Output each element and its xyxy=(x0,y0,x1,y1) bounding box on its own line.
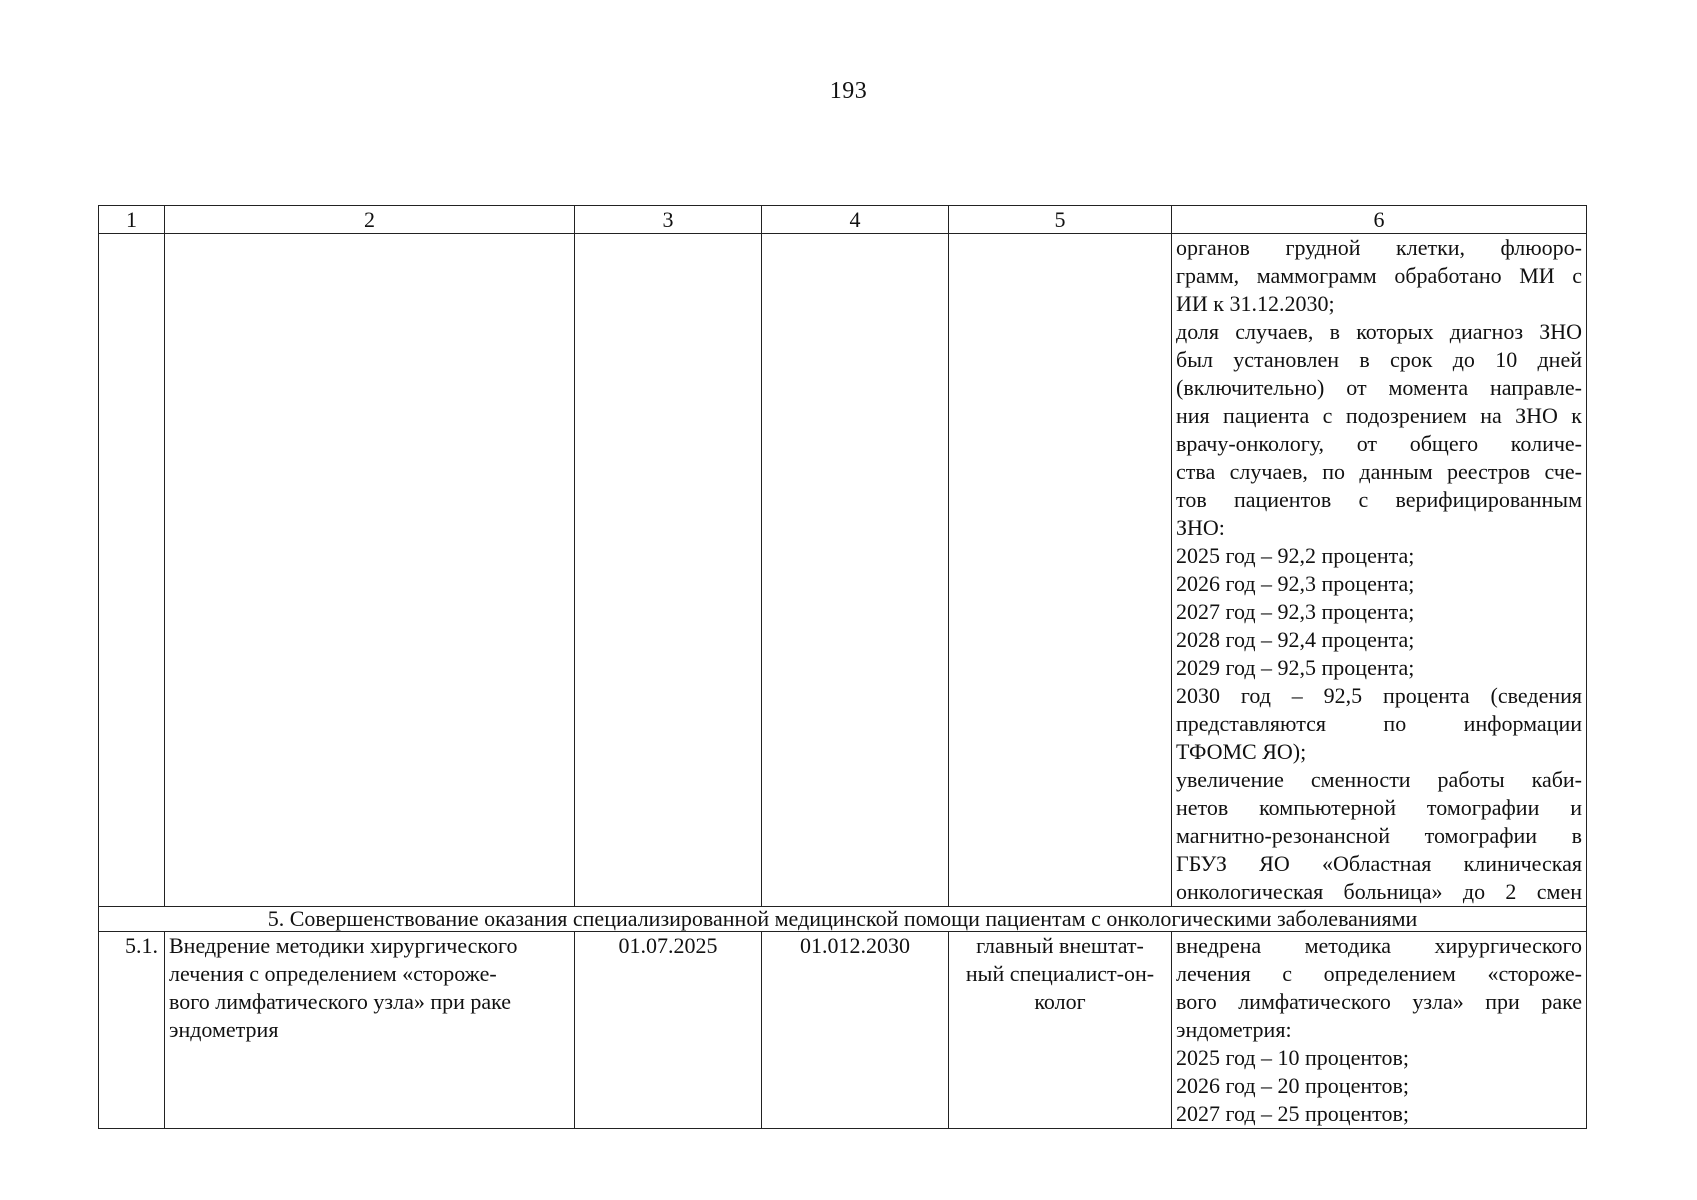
text-line: ЗНО: xyxy=(1176,515,1225,540)
text-line: ИИ к 31.12.2030; xyxy=(1176,291,1335,316)
section-heading-row xyxy=(99,907,1587,932)
cont-cell-1 xyxy=(99,234,165,907)
text-line: увеличение сменности работы каби- xyxy=(1176,767,1582,792)
text-line: 2029 год – 92,5 процента; xyxy=(1176,655,1415,680)
text-line: грамм, маммограмм обработано МИ с xyxy=(1176,263,1582,288)
row-number: 5.1. xyxy=(99,932,165,1129)
start-date: 01.07.2025 xyxy=(575,932,762,1129)
text-line: ный специалист-он- xyxy=(965,961,1155,986)
text-line: Внедрение методики хирургического xyxy=(169,933,518,958)
text-line: тов пациентов с верифицированным xyxy=(1176,487,1582,512)
activity-name xyxy=(165,932,575,1129)
text-line: лечения с определением «стороже- xyxy=(1176,961,1582,986)
column-number-6: 6 xyxy=(1172,206,1587,234)
text-line: был установлен в срок до 10 дней xyxy=(1176,347,1582,372)
text-line: главный внештат- xyxy=(976,933,1144,958)
column-number-5: 5 xyxy=(949,206,1172,234)
text-line: нетов компьютерной томографии и xyxy=(1176,795,1582,820)
column-number-4: 4 xyxy=(762,206,949,234)
text-line: 2028 год – 92,4 процента; xyxy=(1176,627,1415,652)
table-row-5-1 xyxy=(99,932,1587,1129)
text-line: (включительно) от момента направле- xyxy=(1176,375,1582,400)
text-line: магнитно-резонансной томографии в xyxy=(1176,823,1582,848)
text-line: ства случаев, по данным реестров сче- xyxy=(1176,459,1582,484)
cont-cell-4 xyxy=(762,234,949,907)
column-number-2: 2 xyxy=(165,206,575,234)
text-line: 2025 год – 10 процентов; xyxy=(1176,1045,1409,1070)
text-line: 2027 год – 92,3 процента; xyxy=(1176,599,1415,624)
text-line: эндометрия: xyxy=(1176,1017,1292,1042)
text-line: 2025 год – 92,2 процента; xyxy=(1176,543,1415,568)
table-header-row xyxy=(99,206,1587,234)
text-line: представляются по информации xyxy=(1176,711,1582,736)
cont-cell-2 xyxy=(165,234,575,907)
cont-cell-6-results xyxy=(1172,234,1587,907)
text-line: доля случаев, в которых диагноз ЗНО xyxy=(1176,319,1582,344)
text-line: лечения с определением «стороже- xyxy=(169,961,497,986)
text-line: врачу-онкологу, от общего количе- xyxy=(1176,431,1582,456)
cont-cell-5 xyxy=(949,234,1172,907)
text-line: 2027 год – 25 процентов; xyxy=(1176,1101,1409,1126)
responsible-person xyxy=(949,932,1172,1129)
text-line: внедрена методика хирургического xyxy=(1176,933,1582,958)
text-line: 2026 год – 20 процентов; xyxy=(1176,1073,1409,1098)
expected-result xyxy=(1172,932,1587,1129)
text-line: вого лимфатического узла» при раке xyxy=(169,989,512,1014)
section-title: 5. Совершенствование оказания специализированной медицинской помощи пациентам с онкологическими заболеваниями xyxy=(99,907,1587,932)
text-line: органов грудной клетки, флюоро- xyxy=(1176,235,1582,260)
text-line: колог xyxy=(1034,989,1086,1014)
text-line: ТФОМС ЯО); xyxy=(1176,739,1307,764)
text-line: 2026 год – 92,3 процента; xyxy=(1176,571,1415,596)
column-number-3: 3 xyxy=(575,206,762,234)
text-line: ния пациента с подозрением на ЗНО к xyxy=(1176,403,1582,428)
text-line: онкологическая больница» до 2 смен xyxy=(1176,879,1582,904)
text-line: 2030 год – 92,5 процента (сведения xyxy=(1176,683,1582,708)
page-number: 193 xyxy=(829,78,868,104)
end-date: 01.012.2030 xyxy=(762,932,949,1129)
text-line: эндометрия xyxy=(169,1017,279,1042)
plan-table xyxy=(98,205,1587,1129)
continuation-row xyxy=(99,234,1587,907)
column-number-1: 1 xyxy=(99,206,165,234)
text-line: вого лимфатического узла» при раке xyxy=(1176,989,1582,1014)
cont-cell-3 xyxy=(575,234,762,907)
text-line: ГБУЗ ЯО «Областная клиническая xyxy=(1176,851,1582,876)
